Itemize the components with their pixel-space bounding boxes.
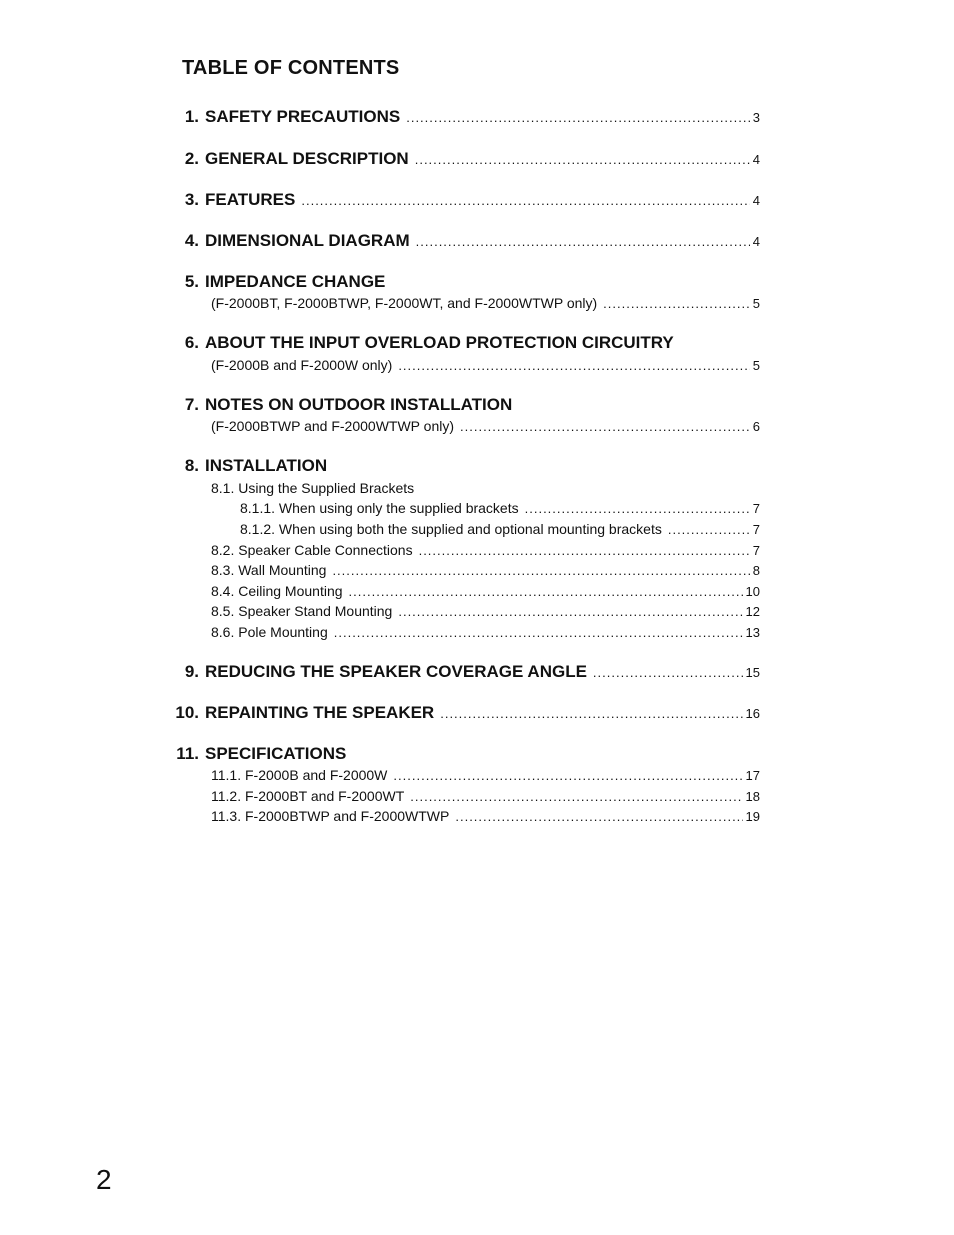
toc-entry-features[interactable] [0,190,760,210]
toc-entry-8-3[interactable] [211,562,760,578]
dot-leader [416,234,750,249]
subsection-title: 8.1.2. When using both the supplied and optional mounting brackets [240,521,662,537]
section-number: 8. [184,456,199,475]
toc-entry-input-overload-protection[interactable] [0,333,760,353]
page-ref: 5 [752,296,760,311]
dot-leader [593,665,743,680]
toc-entry-8-1-2[interactable] [240,521,760,537]
toc-entry-outdoor-installation[interactable] [0,395,760,415]
subsection-title: 11.3. F-2000BTWP and F-2000WTWP [211,808,450,824]
page-number: 2 [96,1164,112,1195]
page-ref: 7 [752,543,760,558]
dot-leader [406,110,750,125]
page-ref: 8 [752,563,760,578]
section-number: 1. [184,107,199,126]
page-ref: 4 [752,193,760,208]
toc-entry-8-1[interactable] [211,480,760,496]
page-ref: 7 [752,522,760,537]
toc-entry-8-1-1[interactable] [240,500,760,516]
subsection-title: 8.2. Speaker Cable Connections [211,542,413,558]
toc-entry-specifications[interactable] [0,744,760,764]
section-number: 9. [184,662,199,681]
dot-leader [603,296,750,311]
section-number: 2. [184,149,199,168]
section-number: 5. [184,272,199,291]
section-note: (F-2000BTWP and F-2000WTWP only) [211,418,455,434]
subsection-title: 8.1. Using the Supplied Brackets [211,480,415,496]
section-title: IMPEDANCE CHANGE [205,272,386,291]
page-ref: 5 [752,358,760,373]
section-title: ABOUT THE INPUT OVERLOAD PROTECTION CIRCUITRY [205,333,674,352]
subsection-title: 8.4. Ceiling Mounting [211,583,343,599]
page-ref: 3 [752,110,760,125]
page-ref: 13 [745,625,760,640]
toc-entry-outdoor-installation-note[interactable] [211,418,760,434]
dot-leader [460,419,750,434]
dot-leader [398,358,749,373]
page-ref: 16 [745,706,760,721]
section-title: INSTALLATION [205,456,328,475]
section-number: 11. [176,744,199,763]
section-number: 4. [184,231,199,250]
toc-title: TABLE OF CONTENTS [182,57,400,79]
toc-entry-11-3[interactable] [211,808,760,824]
page-ref: 15 [745,665,760,680]
section-title: NOTES ON OUTDOOR INSTALLATION [205,395,513,414]
toc-entry-11-2[interactable] [211,788,760,804]
dot-leader [668,522,750,537]
subsection-title: 8.6. Pole Mounting [211,624,328,640]
toc-entry-repainting[interactable] [0,703,760,723]
toc-entry-dimensional-diagram[interactable] [0,231,760,251]
section-number: 10. [175,703,199,722]
subsection-title: 8.1.1. When using only the supplied brackets [240,500,519,516]
subsection-title: 11.2. F-2000BT and F-2000WT [211,788,405,804]
section-note: (F-2000BT, F-2000BTWP, F-2000WT, and F-2000WTWP only) [211,295,598,311]
page-ref: 12 [745,604,760,619]
page-ref: 19 [745,809,760,824]
dot-leader [301,193,749,208]
subsection-title: 11.1. F-2000B and F-2000W [211,767,388,783]
dot-leader [334,625,743,640]
page-ref: 7 [752,501,760,516]
section-number: 3. [184,190,199,209]
page-ref: 17 [745,768,760,783]
section-title: REDUCING THE SPEAKER COVERAGE ANGLE [205,662,587,681]
toc-entry-general-description[interactable] [0,149,760,169]
section-title: SAFETY PRECAUTIONS [205,107,401,126]
section-title: SPECIFICATIONS [205,744,347,763]
dot-leader [525,501,750,516]
page-ref: 18 [745,789,760,804]
toc-entry-coverage-angle[interactable] [0,662,760,682]
section-title: DIMENSIONAL DIAGRAM [205,231,410,250]
page-ref: 4 [752,234,760,249]
dot-leader [415,152,750,167]
section-title: FEATURES [205,190,296,209]
subsection-title: 8.3. Wall Mounting [211,562,327,578]
toc-entry-8-6[interactable] [211,624,760,640]
dot-leader [455,809,742,824]
section-title: REPAINTING THE SPEAKER [205,703,435,722]
section-number: 7. [184,395,199,414]
toc-entry-8-4[interactable] [211,583,760,599]
toc-entry-8-2[interactable] [211,542,760,558]
dot-leader [410,789,742,804]
toc-entry-input-overload-note[interactable] [211,357,760,373]
toc-entry-impedance-change[interactable] [0,272,760,292]
dot-leader [393,768,742,783]
toc-entry-11-1[interactable] [211,767,760,783]
section-note: (F-2000B and F-2000W only) [211,357,393,373]
toc-entry-safety-precautions[interactable] [0,107,760,127]
dot-leader [419,543,750,558]
toc-entry-installation[interactable] [0,456,760,476]
page-ref: 6 [752,419,760,434]
toc-entry-impedance-change-note[interactable] [211,295,760,311]
section-title: GENERAL DESCRIPTION [205,149,409,168]
page-ref: 10 [745,584,760,599]
dot-leader [398,604,742,619]
dot-leader [332,563,749,578]
toc-entry-8-5[interactable] [211,603,760,619]
dot-leader [440,706,742,721]
section-number: 6. [184,333,199,352]
subsection-title: 8.5. Speaker Stand Mounting [211,603,393,619]
dot-leader [349,584,743,599]
page-ref: 4 [752,152,760,167]
